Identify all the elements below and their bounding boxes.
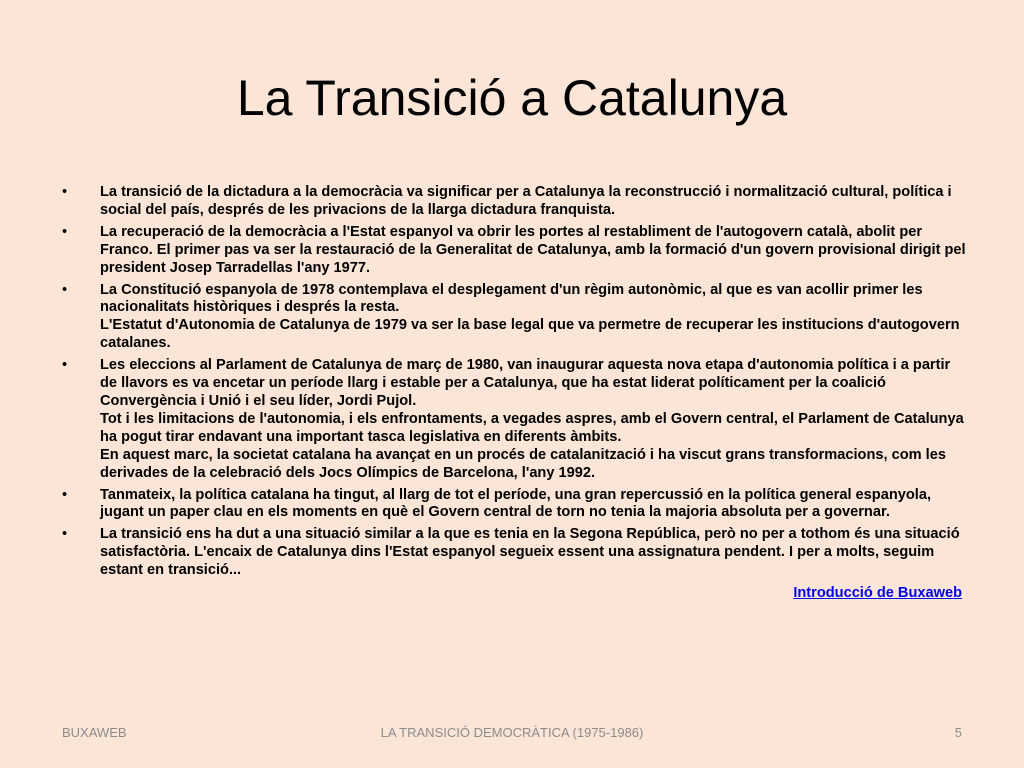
bullet-text: En aquest marc, la societat catalana ha avançat en un procés de catalanització i ha viscut grans transformacions, com les derivades de la celebració dels Jocs Olímpics de Barcelona, l'any 1992. [100, 446, 946, 481]
bullet-text: La transició ens ha dut a una situació similar a la que es tenia en la Segona República, però no per a tothom és una situació satisfactòria. L'encaix de Catalunya dins l'Estat espanyol segueix essent una assignatura pendent. I per a molts, seguim estant en transició... [100, 526, 960, 579]
bullet-item [62, 184, 968, 220]
bullet-item [62, 487, 968, 523]
link-row [62, 584, 968, 602]
bullet-item [62, 357, 968, 482]
bullet-text: L'Estatut d'Autonomia de Catalunya de 1979 va ser la base legal que va permetre de recuperar les institucions d'autogovern catalanes. [100, 317, 960, 352]
slide-number: 5 [954, 725, 962, 740]
bullet-text: La Constitució espanyola de 1978 contemplava el desplegament d'un règim autonòmic, al que es van acollir primer les nacionalitats històriques i després la resta. [100, 281, 923, 316]
intro-link[interactable]: Introducció de Buxaweb [793, 585, 962, 602]
bullet-item [62, 224, 968, 278]
bullet-dot-icon: • [62, 486, 68, 503]
bullet-dot-icon: • [62, 357, 68, 374]
bullet-list [62, 184, 968, 580]
footer-left: BUXAWEB [62, 725, 127, 740]
bullet-text: Tanmateix, la política catalana ha tingut, al llarg de tot el període, una gran repercussió en la política general espanyola, jugant un paper clau en els moments en què el Govern central de torn no tenia la majoria absoluta per a governar. [100, 486, 931, 521]
bullet-text: Tot i les limitacions de l'autonomia, i els enfrontaments, a vegades aspres, amb el Govern central, el Parlament de Catalunya ha pogut tirar endavant una important tasca legislativa en diferents àmbits. [100, 410, 964, 445]
bullet-dot-icon: • [62, 223, 68, 240]
slide-body [62, 184, 968, 602]
bullet-dot-icon: • [62, 281, 68, 298]
bullet-text: Les eleccions al Parlament de Catalunya de març de 1980, van inaugurar aquesta nova etapa d'autonomia política i a partir de llavors es va encetar un període llarg i estable per a Catalunya, que ha estat liderat políticament per la coalició Convergència i Unió i el seu líder, Jordi Pujol. [100, 357, 951, 409]
bullet-item [62, 282, 968, 354]
bullet-text: La recuperació de la democràcia a l'Estat espanyol va obrir les portes al restabliment de l'autogovern català, abolit per Franco. El primer pas va ser la restauració de la Generalitat de Catalunya, amb la formació d'un govern provisional dirigit pel president Josep Tarradellas l'any 1977. [100, 223, 966, 276]
bullet-text: La transició de la dictadura a la democràcia va significar per a Catalunya la reconstrucció i normalització cultural, política i social del país, després de les privacions de la llarga dictadura franquista. [100, 184, 952, 218]
bullet-item [62, 526, 968, 580]
bullet-dot-icon: • [62, 184, 68, 200]
bullet-dot-icon: • [62, 526, 68, 543]
footer-center: LA TRANSICIÓ DEMOCRÀTICA (1975-1986) [380, 725, 644, 740]
slide-title: La Transició a Catalunya [236, 70, 788, 126]
